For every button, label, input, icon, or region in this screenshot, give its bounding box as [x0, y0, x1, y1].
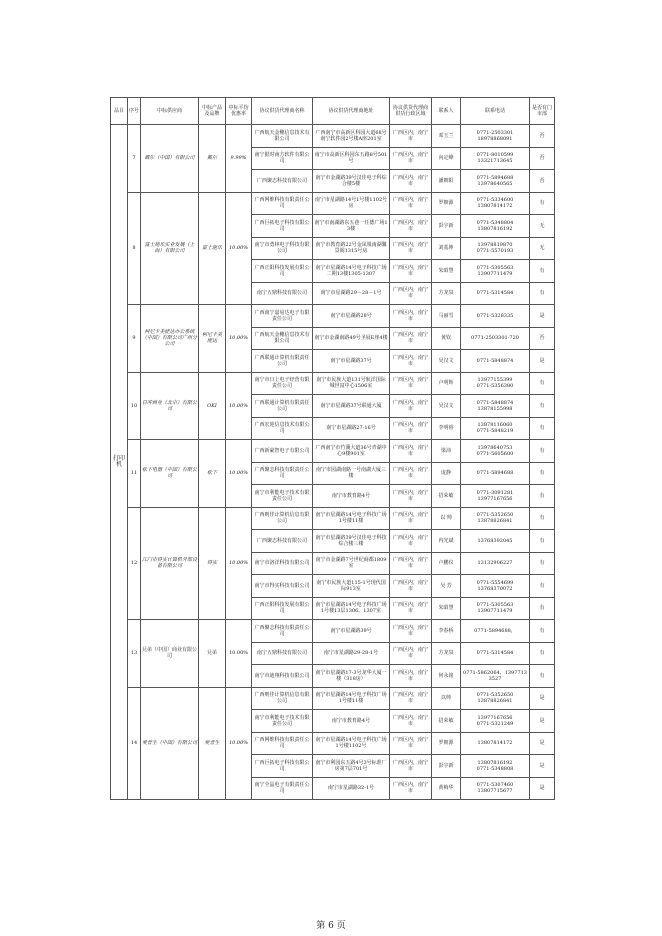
- supply-region-cell: 广西区内，南宁市: [390, 147, 432, 170]
- discount-rate-cell: 10.00%: [226, 507, 252, 620]
- agent-address-cell: 广西南宁市竹溪大道36号青湖中心9楼901室: [313, 440, 390, 463]
- header-row: [111, 98, 555, 125]
- contact-person-cell: 卢明辉: [432, 372, 461, 395]
- agent-name-cell: 南宁全晶电子有限责任公司: [252, 777, 313, 800]
- supply-region-cell: 广西区内，南宁市: [390, 282, 432, 305]
- storefront-cell: 有: [530, 485, 555, 508]
- supply-region-cell: 广西区内，南宁市: [390, 237, 432, 260]
- supply-region-cell: 广西区内，南宁市: [390, 305, 432, 328]
- storefront-cell: 有: [530, 440, 555, 463]
- supply-region-cell: 广西区内，南宁市: [390, 597, 432, 620]
- agent-address-cell: 南宁市星湖路32-1号: [313, 777, 390, 800]
- contact-phone-cell: 0771-5334600 13807814172: [461, 192, 530, 215]
- contact-person-cell: 李春桥: [432, 620, 461, 643]
- table-row: [111, 440, 555, 463]
- agent-address-cell: 南宁市金湖路39号汉佳电子科综合楼5楼: [313, 170, 390, 193]
- agent-address-cell: 南宁市星湖路14号电子科技广场1号楼1102号: [313, 732, 390, 755]
- header-cell: 序号: [128, 98, 141, 125]
- supply-region-cell: 广西区内，南宁市: [390, 552, 432, 575]
- agent-address-cell: 南宁市民族大道131号航洋国际城世富中心1506室: [313, 372, 390, 395]
- header-cell: 协议供货代理商名称: [252, 98, 313, 125]
- agent-address-cell: 南宁市教育路22号金凤凰南湖馨景阁1315号房: [313, 237, 390, 260]
- contact-phone-cell: 13978819870 0771-5570193: [461, 237, 530, 260]
- storefront-cell: 有: [530, 597, 555, 620]
- contact-phone-cell: 0771-5352650 13878826841: [461, 687, 530, 710]
- seq-cell: 12: [128, 507, 141, 620]
- agent-address-cell: 南宁市星湖路29-28-1号: [313, 642, 390, 665]
- agent-address-cell: 南宁市教育路4号: [313, 485, 390, 508]
- storefront-cell: 否: [530, 327, 555, 350]
- agent-address-cell: 南宁市教育路4号: [313, 710, 390, 733]
- agent-name-cell: 南宁市洛洋科技有限公司: [252, 552, 313, 575]
- seq-cell: 13: [128, 620, 141, 688]
- discount-rate-cell: 9.99%: [226, 125, 252, 193]
- storefront-cell: 是: [530, 710, 555, 733]
- agent-name-cell: 南宁市勇林电子科技有限公司: [252, 237, 313, 260]
- contact-phone-cell: 13977155399 0771-5356380: [461, 372, 530, 395]
- contact-phone-cell: 0771-5862064、13977133527: [461, 665, 530, 688]
- contact-phone-cell: 0771-5848874 13878155998: [461, 395, 530, 418]
- contact-person-cell: 吴汉文: [432, 350, 461, 373]
- agent-name-cell: 南宁市日上电子经营有限责任公司: [252, 372, 313, 395]
- storefront-cell: 有: [530, 575, 555, 598]
- contact-person-cell: 罗朝源: [432, 732, 461, 755]
- contact-phone-cell: 0771-5894688，: [461, 620, 530, 643]
- discount-rate-cell: 10.00%: [226, 620, 252, 688]
- table-row: [111, 372, 555, 395]
- agent-name-cell: 广西网维科技有限责任公司: [252, 192, 313, 215]
- agent-name-cell: 广西正阳科技发展有限公司: [252, 597, 313, 620]
- contact-phone-cell: 0771-5894688: [461, 462, 530, 485]
- table-row: [111, 192, 555, 215]
- supply-region-cell: 广西区内，南宁市: [390, 192, 432, 215]
- agent-name-cell: 南宁五鼎科技有限公司: [252, 282, 313, 305]
- contact-person-cell: 彭宇新: [432, 215, 461, 238]
- contact-person-cell: 罗朝源: [432, 192, 461, 215]
- contact-phone-cell: 0771-8010599 13321713645: [461, 147, 530, 170]
- storefront-cell: 有: [530, 260, 555, 283]
- header-cell: 联系人: [432, 98, 461, 125]
- contact-phone-cell: 0771-5848874: [461, 350, 530, 373]
- agent-address-cell: 南宁市园湖南路一号南湖大厦三楼: [313, 462, 390, 485]
- brand-cell: OKI: [199, 372, 226, 440]
- agent-address-cell: 广西南宁市高新区科园大道68号南宁软件园2号楼A座201室: [313, 125, 390, 148]
- discount-rate-cell: 10.00%: [226, 687, 252, 800]
- supply-region-cell: 广西区内，南宁市: [390, 395, 432, 418]
- discount-rate-cell: 10.00%: [226, 372, 252, 440]
- agent-address-cell: 南宁市星湖路14号电子科技广场1号楼11楼: [313, 687, 390, 710]
- brand-cell: 兄弟: [199, 620, 226, 688]
- supply-region-cell: 广西区内，南宁市: [390, 732, 432, 755]
- header-cell: 协议供货代理商供货行政区域: [390, 98, 432, 125]
- agent-name-cell: 南宁市迪翔科技有限公司: [252, 665, 313, 688]
- contact-phone-cell: 0771-5348804 13807816192: [461, 215, 530, 238]
- contact-phone-cell: 0771-5305563 13907711479: [461, 597, 530, 620]
- contact-person-cell: 朱昭慧: [432, 260, 461, 283]
- seq-cell: 9: [128, 305, 141, 373]
- supply-region-cell: 广西区内，南宁市: [390, 642, 432, 665]
- seq-cell: 10: [128, 372, 141, 440]
- agent-name-cell: 广西新豪智电子有限公司: [252, 440, 313, 463]
- contact-person-cell: 朱昭慧: [432, 597, 461, 620]
- agent-address-cell: 南宁市星湖路37号: [313, 350, 390, 373]
- contact-person-cell: 何永铭: [432, 665, 461, 688]
- agent-name-cell: 广西联通计算机有限责任公司: [252, 395, 313, 418]
- agent-address-cell: 南宁市星湖路17-3号龙华大厦一楼（318房）: [313, 665, 390, 688]
- storefront-cell: 有: [530, 282, 555, 305]
- supply-region-cell: 广西区内，南宁市: [390, 575, 432, 598]
- storefront-cell: 是: [530, 350, 555, 373]
- brand-cell: 富士施乐: [199, 192, 226, 305]
- contact-person-cell: 向定峰: [432, 147, 461, 170]
- supply-region-cell: 广西区内，南宁市: [390, 665, 432, 688]
- agent-name-cell: 南宁市得实科技有限公司: [252, 575, 313, 598]
- contact-phone-cell: 0771-5307460 13807715677: [461, 777, 530, 800]
- contact-phone-cell: 0771-2503301-720: [461, 327, 530, 350]
- contact-phone-cell: 0771-5305563 13907711479: [461, 260, 530, 283]
- contact-person-cell: 邓玉兰: [432, 125, 461, 148]
- supplier-table: [110, 97, 555, 800]
- supply-region-cell: 广西区内，南宁市: [390, 350, 432, 373]
- table-row: [111, 687, 555, 710]
- storefront-cell: 有: [530, 642, 555, 665]
- storefront-cell: 无: [530, 237, 555, 260]
- brand-cell: 爱普生: [199, 687, 226, 800]
- table-row: [111, 125, 555, 148]
- supply-region-cell: 广西区内，南宁市: [390, 440, 432, 463]
- agent-name-cell: 南宁五鼎科技有限公司: [252, 642, 313, 665]
- supply-region-cell: 广西区内，南宁市: [390, 485, 432, 508]
- contact-person-cell: 庞静: [432, 462, 461, 485]
- agent-address-cell: 南宁市星湖路37号联通大厦: [313, 395, 390, 418]
- supplier-cell: 富士施乐实业发展（上海）有限公司: [141, 192, 199, 305]
- supplier-cell: 柯尼卡美能达办公系统（中国）有限公司广州分公司: [141, 305, 199, 373]
- supplier-cell: 江门市得实计算机外部设备有限公司: [141, 507, 199, 620]
- agent-address-cell: 南宁市星湖路29－28－1号: [313, 282, 390, 305]
- contact-person-cell: 黄梅华: [432, 777, 461, 800]
- storefront-cell: 是: [530, 687, 555, 710]
- supply-region-cell: 广西区内，南宁市: [390, 755, 432, 778]
- agent-address-cell: 南宁市金湖南路49号圣展E座4楼: [313, 327, 390, 350]
- seq-cell: 11: [128, 440, 141, 508]
- discount-rate-cell: 10.00%: [226, 305, 252, 373]
- agent-name-cell: 南宁市利能电子技术有限责任公司: [252, 485, 313, 508]
- contact-person-cell: 以帅: [432, 687, 461, 710]
- supply-region-cell: 广西区内，南宁市: [390, 687, 432, 710]
- header-cell: 协议供货代理商地址: [313, 98, 390, 125]
- supply-region-cell: 广西区内，南宁市: [390, 710, 432, 733]
- contact-phone-cell: 0771-2503301 18978868091: [461, 125, 530, 148]
- agent-name-cell: 广西聚志科技有限公司: [252, 170, 313, 193]
- storefront-cell: 有: [530, 372, 555, 395]
- contact-person-cell: 彭宇新: [432, 755, 461, 778]
- supplier-cell: 戴尔（中国）有限公司: [141, 125, 199, 193]
- contact-phone-cell: 0771-5554699 13768370072: [461, 575, 530, 598]
- agent-name-cell: 南宁市利能电子技术有限责任公司: [252, 710, 313, 733]
- agent-address-cell: 南宁市金湖路7号世纪商都1809室: [313, 552, 390, 575]
- contact-person-cell: 吴汉文: [432, 395, 461, 418]
- contact-phone-cell: 0771-5894688 13978640565: [461, 170, 530, 193]
- supply-region-cell: 广西区内，南宁市: [390, 215, 432, 238]
- supply-region-cell: 广西区内，南宁市: [390, 125, 432, 148]
- agent-address-cell: 南宁市星湖路39号: [313, 620, 390, 643]
- table-body: [111, 125, 555, 800]
- agent-name-cell: 南宁银时南方软件有限公司: [252, 147, 313, 170]
- supplier-cell: 兄弟（中国）商业有限公司: [141, 620, 199, 688]
- agent-address-cell: 南宁市星湖路27-16号: [313, 417, 390, 440]
- agent-name-cell: 广西正阳科技发展有限公司: [252, 260, 313, 283]
- agent-name-cell: 广西聚志科技有限公司: [252, 530, 313, 553]
- supply-region-cell: 广西区内，南宁市: [390, 260, 432, 283]
- table-row: [111, 620, 555, 643]
- contact-phone-cell: 13807816192 0771-5348808: [461, 755, 530, 778]
- contact-person-cell: 吴 芳: [432, 575, 461, 598]
- header-cell: 中标产品及品牌: [199, 98, 226, 125]
- storefront-cell: 是: [530, 777, 555, 800]
- agent-name-cell: 广西航天金穗信息技术有限公司: [252, 327, 313, 350]
- agent-address-cell: 南宁市星湖路14号电子科技广场二期13楼1305-1307: [313, 260, 390, 283]
- agent-address-cell: 南宁市星湖路14号电子科技广场1号楼13层1306、1307室: [313, 597, 390, 620]
- contact-phone-cell: 0771-5352650 13878826841: [461, 507, 530, 530]
- contact-person-cell: 黄钦: [432, 327, 461, 350]
- supply-region-cell: 广西区内，南宁市: [390, 507, 432, 530]
- supply-region-cell: 广西区内，南宁市: [390, 372, 432, 395]
- storefront-cell: 是: [530, 305, 555, 328]
- contact-person-cell: 冉光斌: [432, 530, 461, 553]
- agent-name-cell: 广西则佳计算机信息有限公司: [252, 687, 313, 710]
- storefront-cell: 有: [530, 462, 555, 485]
- contact-phone-cell: 0771-5314584: [461, 642, 530, 665]
- supplier-cell: 日冲商业（北京）有限公司: [141, 372, 199, 440]
- agent-name-cell: 广西巨拓电子科技有限公司: [252, 755, 313, 778]
- agent-address-cell: 南宁市民族大道115-1号现代国际913室: [313, 575, 390, 598]
- seq-cell: 14: [128, 687, 141, 800]
- storefront-cell: 有: [530, 620, 555, 643]
- contact-person-cell: 招荣敏: [432, 710, 461, 733]
- storefront-cell: 是: [530, 732, 555, 755]
- supply-region-cell: 广西区内，南宁市: [390, 530, 432, 553]
- supply-region-cell: 广西区内，南宁市: [390, 777, 432, 800]
- supply-region-cell: 广西区内，南宁市: [390, 170, 432, 193]
- agent-address-cell: 南宁市星湖路39号汉佳电子科技综合楼三楼: [313, 530, 390, 553]
- storefront-cell: 是: [530, 755, 555, 778]
- storefront-cell: 否: [530, 125, 555, 148]
- contact-person-cell: 刘基坤: [432, 237, 461, 260]
- brand-cell: 柯尼卡美能达: [199, 305, 226, 373]
- contact-phone-cell: 0771-5314584: [461, 282, 530, 305]
- agent-name-cell: 广西南宁嘉易达电子有限责任公司: [252, 305, 313, 328]
- agent-address-cell: 南宁市南湖路东五巷一任德广场13楼: [313, 215, 390, 238]
- contact-phone-cell: 0771-3091281 13977167656: [461, 485, 530, 508]
- agent-name-cell: 广西巨拓电子科技有限公司: [252, 215, 313, 238]
- agent-name-cell: 广西则佳计算机信息有限公司: [252, 507, 313, 530]
- storefront-cell: 有: [530, 552, 555, 575]
- contact-person-cell: 以 帅: [432, 507, 461, 530]
- agent-name-cell: 广西聚志科技有限责任公司: [252, 620, 313, 643]
- header-cell: 品目: [111, 98, 128, 125]
- seq-cell: 7: [128, 125, 141, 193]
- contact-person-cell: 梁沛: [432, 440, 461, 463]
- storefront-cell: 有: [530, 530, 555, 553]
- agent-address-cell: 南宁市星湖路14号电子科技广场1号楼11楼: [313, 507, 390, 530]
- contact-person-cell: 方龙泉: [432, 282, 461, 305]
- supply-region-cell: 广西区内，南宁市: [390, 462, 432, 485]
- brand-cell: 戴尔: [199, 125, 226, 193]
- discount-rate-cell: 10.00%: [226, 440, 252, 508]
- contact-phone-cell: 13807814172: [461, 732, 530, 755]
- storefront-cell: 有: [530, 192, 555, 215]
- agent-address-cell: 南宁市星湖路14号1号楼1102号房: [313, 192, 390, 215]
- brand-cell: 松下: [199, 440, 226, 508]
- agent-name-cell: 广西联通计算机有限责任公司: [252, 350, 313, 373]
- contact-person-cell: 潘朝阳: [432, 170, 461, 193]
- agent-address-cell: 南宁市星湖路28号: [313, 305, 390, 328]
- storefront-cell: 有: [530, 665, 555, 688]
- agent-address-cell: 南宁市利园东五路4号3号标准厂房第7层701号: [313, 755, 390, 778]
- contact-phone-cell: 13768392045: [461, 530, 530, 553]
- agent-address-cell: 南宁市高新区科园东五路8号501号: [313, 147, 390, 170]
- storefront-cell: 否: [530, 147, 555, 170]
- header-cell: 联系电话: [461, 98, 530, 125]
- table-row: [111, 507, 555, 530]
- agent-name-cell: 广西宏迎信息技术有限公司: [252, 417, 313, 440]
- contact-phone-cell: 13132906227: [461, 552, 530, 575]
- contact-phone-cell: 13878116060 0771-5848219: [461, 417, 530, 440]
- supply-region-cell: 广西区内，南宁市: [390, 620, 432, 643]
- agent-name-cell: 广西航天金穗信息技术有限公司: [252, 125, 313, 148]
- supplier-cell: 松下电器（中国）有限公司: [141, 440, 199, 508]
- page-number: 第 6 页: [316, 921, 346, 931]
- contact-person-cell: 招荣敏: [432, 485, 461, 508]
- storefront-cell: 有: [530, 395, 555, 418]
- contact-phone-cell: 0771-5328335: [461, 305, 530, 328]
- discount-rate-cell: 10.00%: [226, 192, 252, 305]
- supply-region-cell: 广西区内，南宁市: [390, 417, 432, 440]
- table-row: [111, 305, 555, 328]
- storefront-cell: 否: [530, 170, 555, 193]
- agent-name-cell: 广西聚志科技有限责任公司: [252, 462, 313, 485]
- contact-person-cell: 李明裕: [432, 417, 461, 440]
- contact-phone-cell: 13978640753 0771-5605600: [461, 440, 530, 463]
- seq-cell: 8: [128, 192, 141, 305]
- contact-phone-cell: 13977167656 0771-5321249: [461, 710, 530, 733]
- category-cell: 打印机: [111, 125, 128, 800]
- agent-name-cell: 广西网维科技有限责任公司: [252, 732, 313, 755]
- storefront-cell: 有: [530, 507, 555, 530]
- supply-region-cell: 广西区内，南宁市: [390, 327, 432, 350]
- storefront-cell: 无: [530, 215, 555, 238]
- storefront-cell: 有: [530, 417, 555, 440]
- contact-person-cell: 马丽雪: [432, 305, 461, 328]
- supplier-cell: 爱普生（中国）有限公司: [141, 687, 199, 800]
- header-cell: 是否有门市部: [530, 98, 555, 125]
- brand-cell: 得实: [199, 507, 226, 620]
- contact-person-cell: 卢鹏仪: [432, 552, 461, 575]
- header-cell: 中标平均优惠率: [226, 98, 252, 125]
- contact-person-cell: 方龙泉: [432, 642, 461, 665]
- header-cell: 中标供应商: [141, 98, 199, 125]
